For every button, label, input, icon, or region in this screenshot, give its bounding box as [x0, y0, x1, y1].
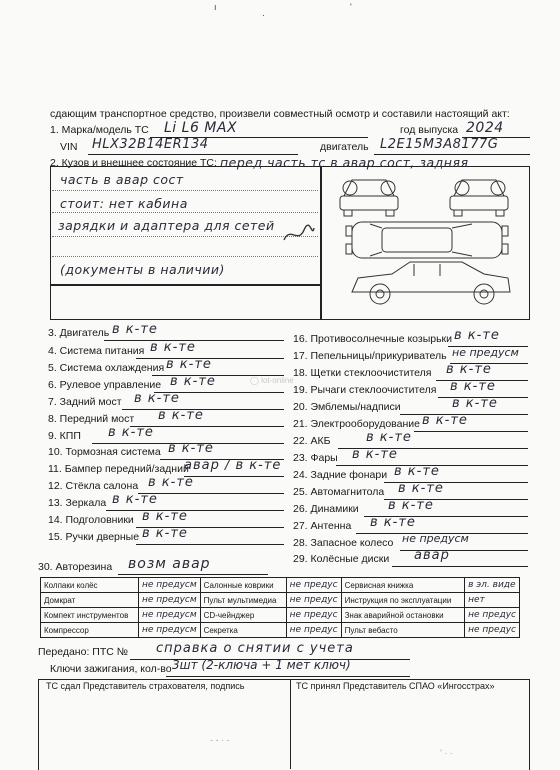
equipment-value: не предусм	[138, 578, 200, 593]
engine-label: двигатель	[320, 141, 369, 153]
sig-right-label: ТС принял Представитель СПАО «Ингосстрах»	[296, 681, 495, 691]
right-row-value: в к-те	[454, 328, 500, 343]
equipment-row	[41, 608, 520, 623]
left-row-label: 3. Двигатель	[48, 327, 110, 339]
right-row-label: 17. Пепельницы/прикуриватель	[293, 350, 447, 362]
pts-label: Передано: ПТС №	[38, 646, 128, 658]
right-row-label: 29. Колёсные диски	[293, 553, 390, 565]
right-row-value: в к-те	[352, 447, 398, 462]
equipment-row	[41, 578, 520, 593]
body-line-5: (документы в наличии)	[60, 262, 225, 277]
signature-box	[38, 679, 530, 770]
vin-label: VIN	[60, 141, 78, 153]
body-rule	[52, 190, 318, 191]
equipment-label: Сервисная книжка	[341, 578, 464, 593]
right-row-value: не предусм	[452, 346, 519, 359]
autotires-value: возм авар	[128, 556, 211, 572]
equipment-value: не предус	[465, 608, 520, 623]
body-line-4: зарядки и адаптера для сетей	[58, 218, 275, 233]
right-row-label: 22. АКБ	[293, 435, 331, 447]
right-row-label: 27. Антенна	[293, 520, 352, 532]
equipment-label: Колпаки колёс	[41, 578, 139, 593]
equipment-label: Пульт вебасто	[341, 623, 464, 638]
body-label: 2. Кузов и внешнее состояние ТС:	[50, 157, 217, 169]
right-row-line	[414, 431, 528, 432]
engine-value: L2E15M3A8177G	[380, 137, 499, 152]
left-row-label: 14. Подголовники	[48, 514, 134, 526]
scan-speck: ·	[262, 10, 265, 20]
equipment-row	[41, 593, 520, 608]
equipment-label: CD-чейнджер	[200, 608, 286, 623]
signature-divider	[290, 679, 291, 769]
right-row-label: 23. Фары	[293, 452, 338, 464]
equipment-label: Компрессор	[41, 623, 139, 638]
right-row-value: в к-те	[370, 515, 416, 530]
car-side-view	[352, 262, 510, 304]
equipment-label: Знак аварийной остановки	[341, 608, 464, 623]
right-row-label: 20. Эмблемы/надписи	[293, 401, 401, 413]
make-value: Li L6 MAX	[164, 120, 238, 136]
car-diagram	[322, 168, 526, 316]
equipment-value: не предус	[465, 623, 520, 638]
left-row-value: в к-те	[142, 509, 188, 524]
right-row-value: в к-те	[422, 413, 468, 428]
equipment-value: не предус	[286, 593, 341, 608]
left-row-label: 7. Задний мост	[48, 396, 122, 408]
left-row-value: в к-те	[158, 408, 204, 423]
left-row-value: в к-те	[170, 374, 216, 389]
right-row-value: авар	[414, 548, 450, 563]
equipment-label: Домкрат	[41, 593, 139, 608]
equipment-value: не предусм	[138, 608, 200, 623]
left-row-label: 8. Передний мост	[48, 413, 135, 425]
sig-left-label: ТС сдал Представитель страхователя, подпись	[46, 681, 245, 691]
car-top-view	[346, 222, 508, 258]
scan-artifact: ' · ·	[440, 748, 453, 758]
right-row-line	[392, 566, 528, 567]
car-rear-view	[450, 180, 508, 216]
keys-label: Ключи зажигания, кол-во	[50, 663, 172, 675]
year-label: год выпуска	[400, 124, 459, 136]
car-front-view	[340, 180, 398, 216]
left-row-value: в к-те	[142, 526, 188, 541]
left-row-label: 15. Ручки дверные	[48, 531, 140, 543]
left-row-label: 13. Зеркала	[48, 497, 107, 509]
right-row-value: в к-те	[398, 481, 444, 496]
equipment-label: Инструкция по эксплуатации	[341, 593, 464, 608]
body-line-1: перед часть тс в авар сост, задняя	[220, 155, 469, 170]
equipment-label: Пульт мультимедиа	[200, 593, 286, 608]
right-row-label: 18. Щетки стеклоочистителя	[293, 367, 432, 379]
left-row-value: авар / в к-те	[184, 458, 282, 473]
right-row-value: в к-те	[446, 362, 492, 377]
keys-line	[166, 676, 410, 677]
keys-value: 3шт (2-ключа + 1 мет ключ)	[172, 658, 351, 672]
left-row-label: 9. КПП	[48, 430, 81, 442]
intro-text: сдающим транспортное средство, произвели совместный осмотр и составили настоящий акт:	[50, 108, 510, 120]
left-row-label: 4. Система питания	[48, 345, 145, 357]
right-row-label: 24. Задние фонари	[293, 469, 388, 481]
autotires-line	[118, 574, 268, 575]
right-row-label: 28. Запасное колесо	[293, 537, 394, 549]
left-row-value: в к-те	[168, 441, 214, 456]
equipment-label: Салонные коврики	[200, 578, 286, 593]
right-row-label: 26. Динамики	[293, 503, 359, 515]
left-row-label: 12. Стёкла салона	[48, 480, 139, 492]
right-row-value: в к-те	[366, 430, 412, 445]
right-row-value: в к-те	[450, 379, 496, 394]
equipment-value: не предус	[286, 578, 341, 593]
right-row-value: в к-те	[452, 396, 498, 411]
scan-artifact: - - · -	[210, 735, 230, 745]
right-row-label: 25. Автомагнитола	[293, 486, 385, 498]
left-row-value: в к-те	[112, 322, 158, 337]
scan-speck: ı	[214, 2, 217, 12]
equipment-table	[40, 577, 520, 638]
right-row-value: не предусм	[402, 532, 469, 545]
left-row-value: в к-те	[166, 357, 212, 372]
pts-value: справка о снятии с учета	[156, 641, 354, 656]
left-row-value: в к-те	[108, 425, 154, 440]
right-row-label: 16. Противосолнечные козырьки	[293, 333, 453, 345]
body-rule	[52, 256, 318, 257]
equipment-label: Секретка	[200, 623, 286, 638]
make-label: 1. Марка/модель ТС	[50, 124, 149, 136]
right-row-label: 21. Электрооборудование	[293, 418, 420, 430]
equipment-value: в эл. виде	[465, 578, 520, 593]
left-row-label: 5. Система охлаждения	[48, 362, 165, 374]
body-line-2: часть в авар сост	[60, 172, 184, 187]
right-row-label: 19. Рычаги стеклоочистителя	[293, 384, 437, 396]
left-row-label: 6. Рулевое управление	[48, 379, 162, 391]
watermark-logo: ◯ lot-online	[250, 376, 294, 385]
left-row-value: в к-те	[148, 475, 194, 490]
left-row-line	[106, 510, 284, 511]
body-rule	[52, 212, 318, 213]
left-row-value: в к-те	[150, 340, 196, 355]
equipment-value: не предус	[286, 608, 341, 623]
equipment-label: Компект инструментов	[41, 608, 139, 623]
left-row-value: в к-те	[134, 391, 180, 406]
body-rule	[52, 236, 318, 237]
vin-value: HLX32B14ER134	[92, 137, 209, 152]
body-box-lower	[50, 284, 322, 320]
left-row-value: в к-те	[112, 492, 158, 507]
left-row-line	[184, 476, 284, 477]
equipment-value: не предус	[286, 623, 341, 638]
equipment-value: не предусм	[138, 593, 200, 608]
equipment-value: не предусм	[138, 623, 200, 638]
left-row-label: 10. Тормозная система	[48, 446, 161, 458]
right-row-value: в к-те	[394, 464, 440, 479]
right-row-value: в к-те	[388, 498, 434, 513]
year-value: 2024	[466, 120, 504, 136]
scribble-mark	[280, 222, 316, 246]
autotires-label: 30. Авторезина	[38, 561, 113, 573]
equipment-value: нет	[465, 593, 520, 608]
equipment-row	[41, 623, 520, 638]
left-row-line	[136, 544, 284, 545]
scan-speck: '	[350, 2, 352, 12]
left-row-line	[138, 493, 284, 494]
body-line-3: стоит: нет кабина	[60, 196, 188, 211]
left-row-label: 11. Бампер передний/задний	[48, 463, 189, 475]
